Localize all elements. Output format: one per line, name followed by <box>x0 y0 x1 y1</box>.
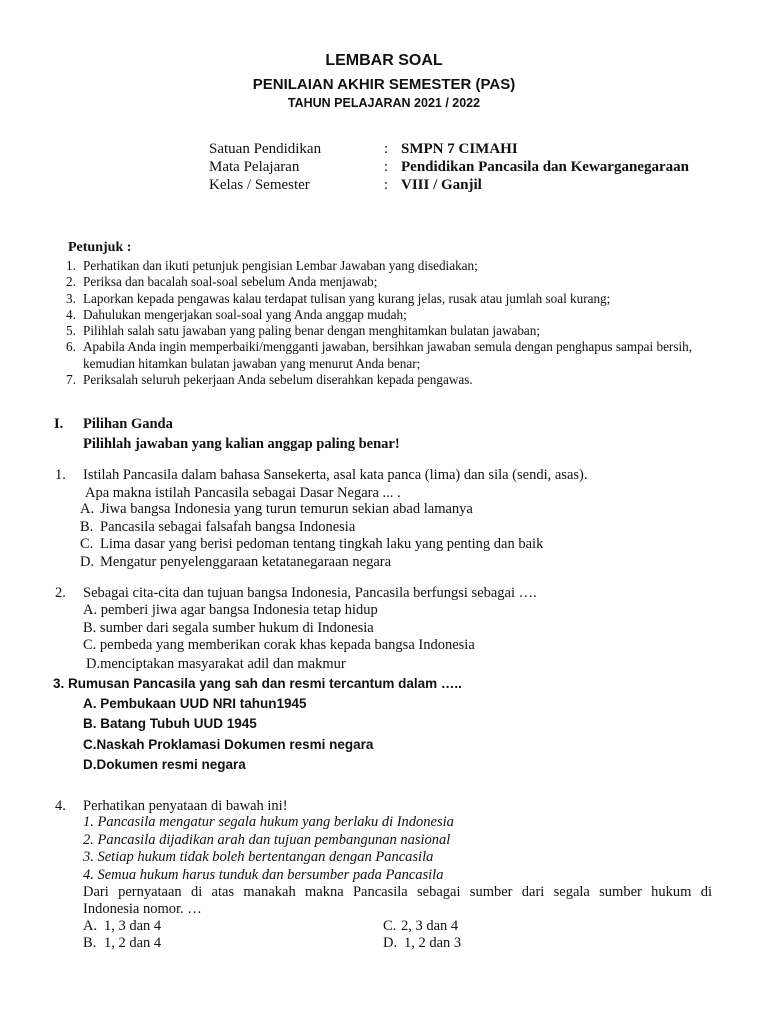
option-letter: C. <box>383 918 397 934</box>
section-numeral: I. <box>54 416 64 432</box>
option[interactable] <box>83 918 161 935</box>
option-text: 2, 3 dan 4 <box>401 918 459 934</box>
option[interactable]: D.menciptakan masyarakat adil dan makmur <box>86 656 346 672</box>
item-text: Periksa dan bacalah soal-soal sebelum Anda menjawab; <box>83 274 378 290</box>
question-number: 1. <box>55 467 66 483</box>
sheet-title: LEMBAR SOAL <box>325 52 443 69</box>
list-item <box>52 339 732 372</box>
option-text: 1, 2 dan 3 <box>404 935 462 951</box>
option-letter: D. <box>80 553 95 570</box>
item-number: 6. <box>66 339 76 355</box>
option[interactable] <box>80 554 543 572</box>
question-text: 3. Rumusan Pancasila yang sah dan resmi tercantum dalam ….. <box>53 676 462 691</box>
option-text: Pancasila sebagai falsafah bangsa Indonesia <box>100 518 356 535</box>
item-number: 4. <box>66 306 76 322</box>
option[interactable]: A. pemberi jiwa agar bangsa Indonesia tetap hidup <box>83 602 378 618</box>
question-prompt: Indonesia nomor. … <box>83 901 202 917</box>
list-item <box>52 291 732 307</box>
info-colon: : <box>384 159 389 175</box>
info-colon: : <box>384 141 389 157</box>
option[interactable]: B. Batang Tubuh UUD 1945 <box>83 716 257 731</box>
section-title: Pilihan Ganda <box>83 416 173 432</box>
statement: 4. Semua hukum harus tunduk dan bersumber pada Pancasila <box>83 866 444 883</box>
option-text: Jiwa bangsa Indonesia yang turun temurun sekian abad lamanya <box>100 501 473 517</box>
option-letter: C. <box>80 536 94 552</box>
option-text: 1, 3 dan 4 <box>104 918 162 934</box>
item-number: 3. <box>66 290 76 306</box>
option-text: 1, 2 dan 4 <box>104 935 162 951</box>
list-item <box>52 307 732 323</box>
question-1-options <box>80 501 543 571</box>
info-value: VIII / Ganjil <box>401 177 482 193</box>
info-value: SMPN 7 CIMAHI <box>401 141 518 157</box>
item-number: 2. <box>66 274 76 290</box>
sheet-subtitle: PENILAIAN AKHIR SEMESTER (PAS) <box>252 76 516 93</box>
item-text: Dahulukan mengerjakan soal-soal yang Anda anggap mudah; <box>83 306 407 322</box>
instructions-heading: Petunjuk : <box>68 240 132 255</box>
item-number: 7. <box>66 372 76 388</box>
question-2-options <box>83 602 475 655</box>
info-label: Satuan Pendidikan <box>209 141 322 157</box>
option-text: Lima dasar yang berisi pedoman tentang tingkah laku yang penting dan baik <box>100 536 544 552</box>
option-letter: B. <box>80 518 94 535</box>
option[interactable] <box>80 536 543 554</box>
item-text: Laporkan kepada pengawas kalau terdapat tulisan yang kurang jelas, rusak atau jumlah soal kurang; <box>83 290 611 306</box>
option-letter: D. <box>383 935 398 951</box>
statement-list <box>83 814 454 884</box>
info-label: Mata Pelajaran <box>209 159 300 175</box>
question-text: Istilah Pancasila dalam bahasa Sansekerta, asal kata panca (lima) dan sila (sendi, asas). <box>83 467 588 483</box>
info-value: Pendidikan Pancasila dan Kewarganegaraan <box>401 159 689 175</box>
option[interactable]: A. Pembukaan UUD NRI tahun1945 <box>83 696 307 711</box>
option[interactable] <box>383 918 458 935</box>
option[interactable]: B. sumber dari segala sumber hukum di Indonesia <box>83 619 374 636</box>
question-prompt: Dari pernyataan di atas manakah makna Pancasila sebagai sumber dari segala sumber hukum di <box>83 884 712 900</box>
option-letter: A. <box>80 501 95 517</box>
question-1 <box>83 467 587 502</box>
item-text: Pilihlah salah satu jawaban yang paling benar dengan menghitamkan bulatan jawaban; <box>83 323 541 339</box>
question-text: Apa makna istilah Pancasila sebagai Dasar Negara ... . <box>85 484 401 501</box>
item-text: Apabila Anda ingin memperbaiki/mengganti jawaban, bersihkan jawaban semula dengan penghapus sampai bersih, kemudian hitamkan bulatan jawaban yang menurut Anda benar; <box>83 339 693 371</box>
list-item <box>52 372 732 388</box>
option-letter: B. <box>83 935 97 951</box>
option[interactable] <box>80 519 543 537</box>
question-text: Sebagai cita-cita dan tujuan bangsa Indonesia, Pancasila berfungsi sebagai …. <box>83 585 537 601</box>
statement: 2. Pancasila dijadikan arah dan tujuan pembangunan nasional <box>83 831 451 848</box>
item-number: 1. <box>66 258 76 273</box>
instructions-list <box>52 258 732 388</box>
list-item <box>52 258 732 274</box>
item-text: Periksalah seluruh pekerjaan Anda sebelum diserahkan kepada pengawas. <box>83 372 473 388</box>
question-number: 4. <box>55 798 66 814</box>
list-item <box>52 274 732 290</box>
question-number: 2. <box>55 585 66 601</box>
info-colon: : <box>384 177 389 193</box>
option[interactable] <box>83 935 161 952</box>
academic-year: TAHUN PELAJARAN 2021 / 2022 <box>287 96 481 110</box>
option[interactable]: D.Dokumen resmi negara <box>83 757 246 772</box>
info-label: Kelas / Semester <box>209 177 310 193</box>
statement: 3. Setiap hukum tidak boleh bertentangan dengan Pancasila <box>83 849 434 865</box>
list-item <box>52 323 732 339</box>
option[interactable]: C.Naskah Proklamasi Dokumen resmi negara <box>83 737 374 752</box>
option[interactable]: C. pembeda yang memberikan corak khas kepada bangsa Indonesia <box>83 637 475 653</box>
item-number: 5. <box>66 323 76 339</box>
section-instruction: Pilihlah jawaban yang kalian anggap paling benar! <box>83 436 400 452</box>
option[interactable] <box>80 501 543 519</box>
option-letter: A. <box>83 918 98 934</box>
option[interactable] <box>383 935 461 952</box>
statement: 1. Pancasila mengatur segala hukum yang berlaku di Indonesia <box>83 814 454 830</box>
question-text: Perhatikan penyataan di bawah ini! <box>83 798 288 814</box>
option-text: Mengatur penyelenggaraan ketatanegaraan negara <box>100 553 392 570</box>
item-text: Perhatikan dan ikuti petunjuk pengisian Lembar Jawaban yang disediakan; <box>83 258 478 273</box>
